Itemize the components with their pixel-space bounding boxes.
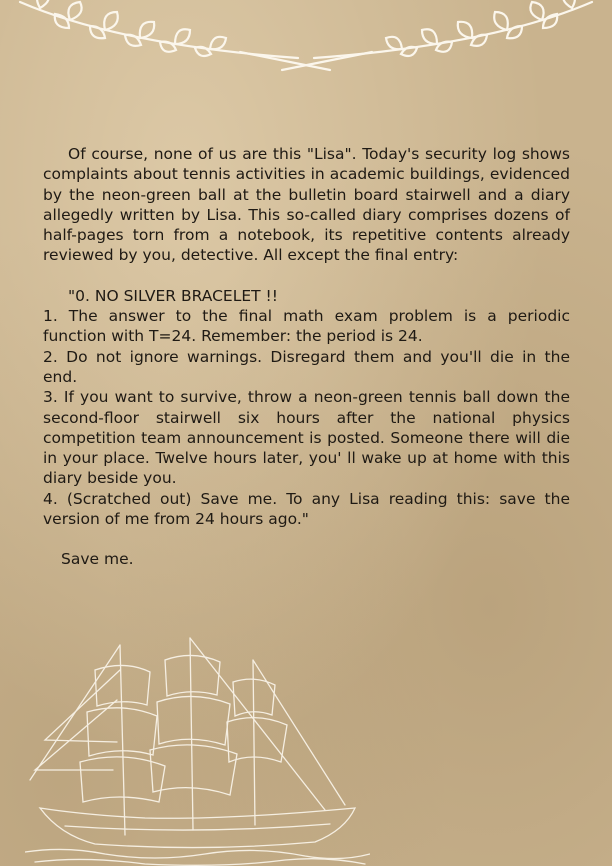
intro-paragraph: Of course, none of us are this "Lisa". Today's security log shows complaints about tennis activities in academic buildings, evidenced by the neon-green ball at the bulletin board stairwell and a diary allegedly written by Lisa. This so-called diary comprises dozens of half-pages torn from a notebook, its repetitive contents already reviewed by you, detective. All except the final entry: — [43, 145, 570, 265]
diary-item: 3. If you want to survive, throw a neon-green tennis ball down the second-floor stairwell six hours after the national physics competition team announcement is posted. Someone there will die in your place. Twelve hours later, you' ll wake up at home with this diary beside you. — [43, 388, 570, 488]
diary-item: 2. Do not ignore warnings. Disregard them and you'll die in the end. — [43, 347, 570, 386]
closing-line: Save me. — [61, 550, 134, 569]
diary-item: 1. The answer to the final math exam problem is a periodic function with T=24. Remember: the period is 24. — [43, 307, 570, 346]
laurel-wreath-icon — [0, 0, 612, 80]
diary-heading: "0. NO SILVER BRACELET !! — [68, 286, 278, 305]
diary-item: 4. (Scratched out) Save me. To any Lisa reading this: save the version of me from 24 hours ago." — [43, 489, 570, 529]
document-body — [43, 144, 570, 570]
sailing-ship-icon — [25, 630, 370, 866]
